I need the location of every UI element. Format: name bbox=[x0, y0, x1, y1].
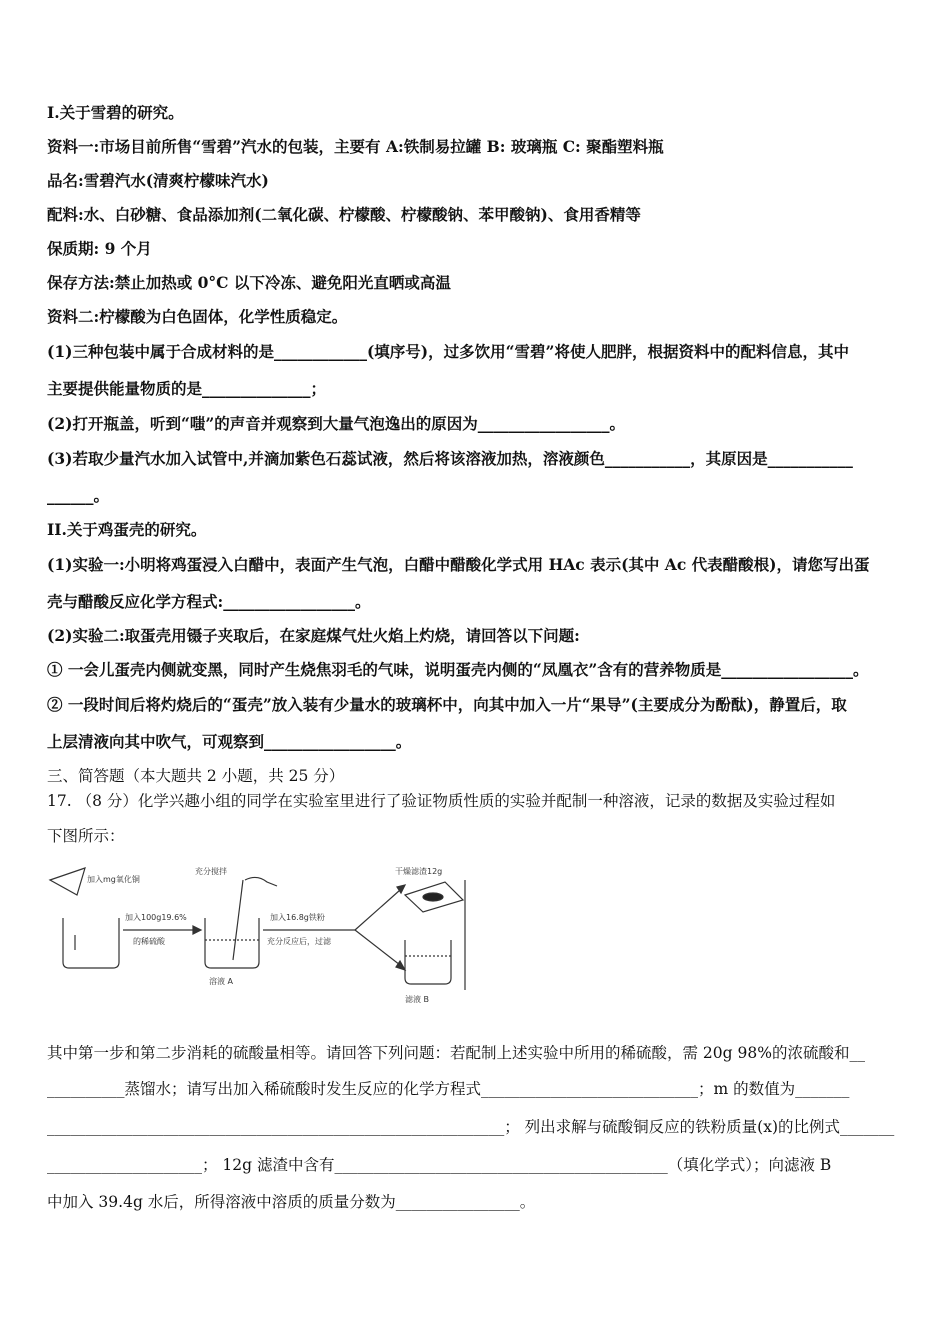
experiment-diagram bbox=[45, 860, 475, 1030]
paper-icon bbox=[50, 868, 85, 895]
question-3b: ______。 bbox=[47, 486, 110, 505]
fig-label-4: 的稀硫酸 bbox=[133, 937, 165, 946]
section3-heading: 三、简答题（本大题共 2 小题，共 25 分） bbox=[47, 767, 345, 785]
product-name: 品名:雪碧汽水(清爽柠檬味汽水) bbox=[47, 171, 269, 190]
beaker-one bbox=[63, 918, 119, 968]
ingredients: 配料:水、白砂糖、食品添加剂(二氧化碳、柠檬酸、柠檬酸钠、苯甲酸钠)、食用香精等 bbox=[47, 205, 641, 224]
stirring-rod bbox=[233, 880, 243, 960]
part2-q2: (2)实验二:取蛋壳用镊子夹取后，在家庭煤气灶火焰上灼烧，请回答以下问题: bbox=[47, 626, 580, 645]
part1-heading: I.关于雪碧的研究。 bbox=[47, 103, 184, 122]
fig-label-9: 滤液 B bbox=[405, 995, 430, 1004]
storage: 保存方法:禁止加热或 0°C 以下冷冻、避免阳光直晒或高温 bbox=[47, 273, 451, 292]
info-two: 资料二:柠檬酸为白色固体，化学性质稳定。 bbox=[47, 307, 348, 326]
text-line-3: ___________________________________________________________； 列出求解与硫酸铜反应的铁粉质量(x)的比例式_______ bbox=[47, 1118, 895, 1136]
fig-label-3: 加入100g19.6% bbox=[125, 913, 187, 922]
part2-q1b: 壳与醋酸反应化学方程式:_________________。 bbox=[47, 592, 371, 611]
text-line-4: ____________________； 12g 滤渣中含有___________________________________________（填化学式）；向滤液 B bbox=[47, 1156, 832, 1174]
fig-label-5: 加入16.8g铁粉 bbox=[270, 913, 325, 922]
text-line-1: 其中第一步和第二步消耗的硫酸量相等。请回答下列问题：若配制上述实验中所用的稀硫酸，需 20g 98%的浓硫酸和__ bbox=[47, 1044, 865, 1062]
question-3a: (3)若取少量汽水加入试管中,并滴加紫色石蕊试液，然后将该溶液加热，溶液颜色___________，其原因是___________ bbox=[47, 449, 853, 468]
question-1b: 主要提供能量物质的是______________； bbox=[47, 379, 327, 398]
beaker-two bbox=[205, 918, 259, 968]
part2-q2b1: ② 一段时间后将灼烧后的“蛋壳”放入装有少量水的玻璃杯中，向其中加入一片“果导”(主要成分为酚酞)，静置后，取 bbox=[47, 695, 847, 714]
fig-label-6: 充分反应后，过滤 bbox=[267, 937, 331, 946]
text-line-5: 中加入 39.4g 水后，所得溶液中溶质的质量分数为________________。 bbox=[47, 1193, 536, 1211]
hand-icon bbox=[245, 877, 277, 886]
fig-label-7: 干燥滤渣12g bbox=[395, 867, 443, 876]
fig-label-2: 充分搅拌 bbox=[195, 867, 227, 876]
question-2: (2)打开瓶盖，听到“嗤”的声音并观察到大量气泡逸出的原因为_________________。 bbox=[47, 414, 626, 433]
part2-q2a: ① 一会儿蛋壳内侧就变黑，同时产生烧焦羽毛的气味，说明蛋壳内侧的“凤凰衣”含有的营养物质是_________________。 bbox=[47, 660, 869, 679]
part2-q1a: (1)实验一:小明将鸡蛋浸入白醋中，表面产生气泡，白醋中醋酸化学式用 HAc 表示(其中 Ac 代表醋酸根)，请您写出蛋 bbox=[47, 555, 870, 574]
part2-q2b2: 上层清液向其中吹气，可观察到_________________。 bbox=[47, 732, 412, 751]
part2-heading: II.关于鸡蛋壳的研究。 bbox=[47, 520, 207, 539]
fig-label-1: 加入mg氧化铜 bbox=[87, 875, 140, 884]
info-one: 资料一:市场目前所售“雪碧”汽水的包装，主要有 A:铁制易拉罐 B: 玻璃瓶 C: 聚酯塑料瓶 bbox=[47, 137, 664, 156]
shelf-life: 保质期: 9 个月 bbox=[47, 239, 152, 258]
text-line-2: __________蒸馏水；请写出加入稀硫酸时发生反应的化学方程式____________________________；m 的数值为_______ bbox=[47, 1080, 850, 1098]
q17a: 17. （8 分）化学兴趣小组的同学在实验室里进行了验证物质性质的实验并配制一种溶液，记录的数据及实验过程如 bbox=[47, 792, 836, 810]
question-1a: (1)三种包装中属于合成材料的是____________(填序号)，过多饮用“雪碧”将使人肥胖，根据资料中的配料信息，其中 bbox=[47, 342, 849, 361]
beaker-three bbox=[405, 940, 451, 984]
q17b: 下图所示： bbox=[47, 827, 125, 845]
fig-label-8: 溶液 A bbox=[209, 977, 234, 986]
